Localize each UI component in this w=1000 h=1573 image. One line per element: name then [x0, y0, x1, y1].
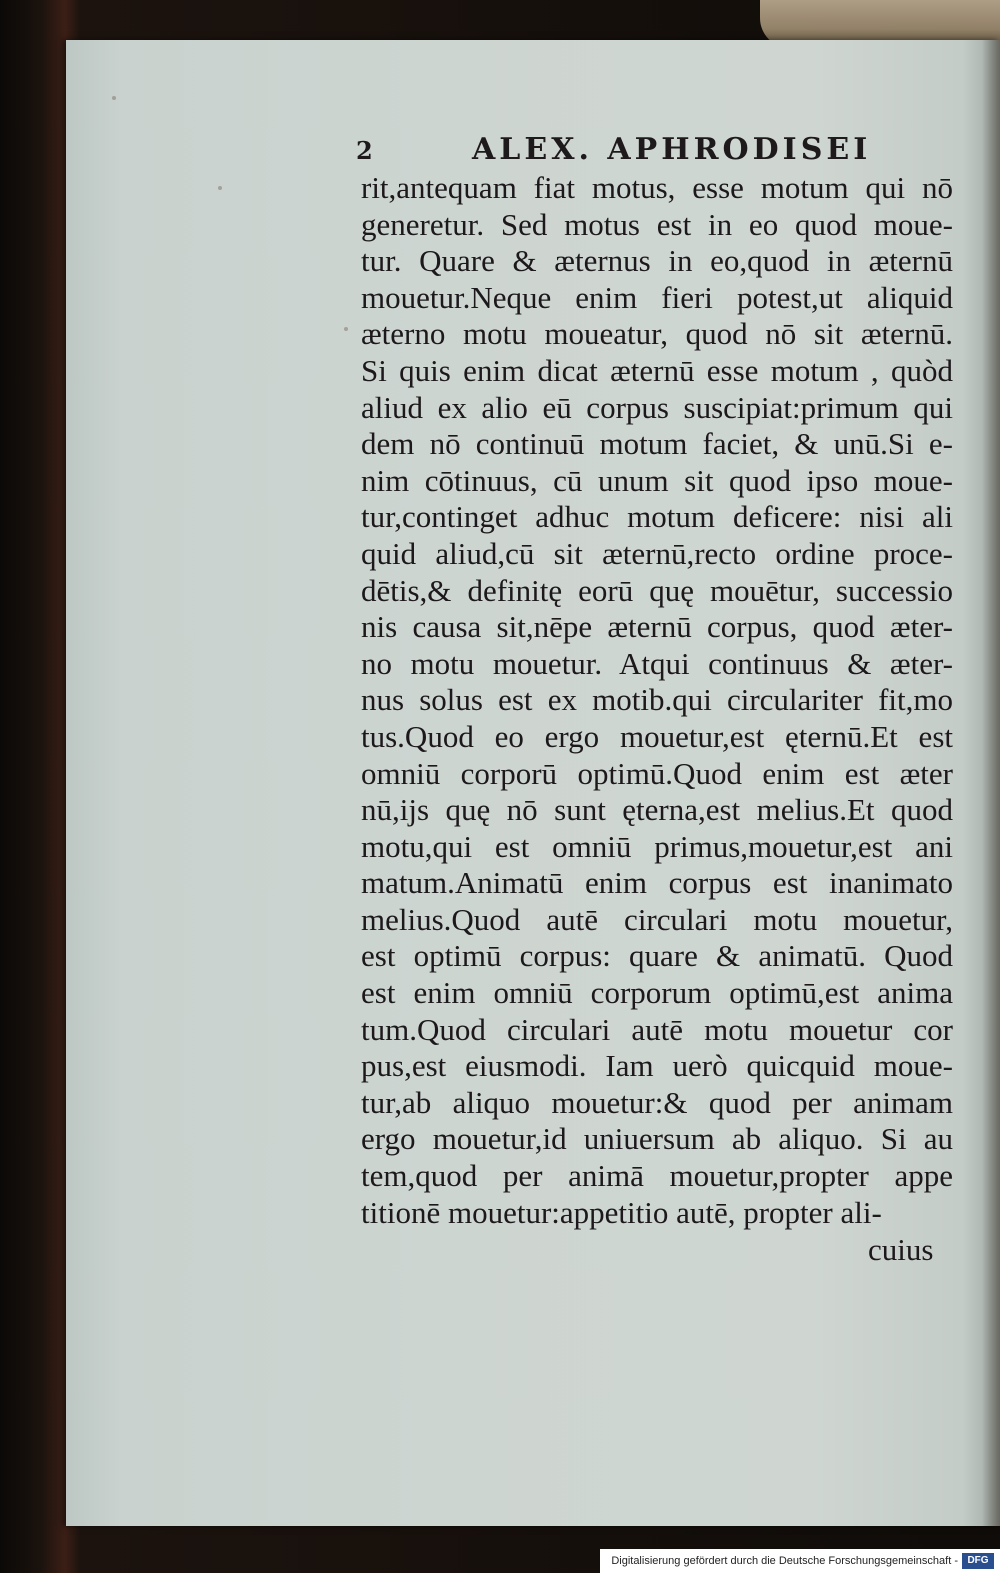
- text-line: motu,qui est omniū primus,mouetur,est ani: [361, 828, 953, 864]
- text-line: dētis,& definitę eorū quę mouētur, successio: [361, 572, 953, 608]
- text-line: ergo mouetur,id uniuersum ab aliquo. Si au: [361, 1121, 953, 1157]
- text-line: titionē mouetur:appetitio autē, propter ali-: [361, 1194, 882, 1230]
- text-line: nis causa sit,nēpe æternū corpus, quod æter-: [361, 609, 953, 645]
- text-line: tur,continget adhuc motum deficere: nisi ali: [361, 499, 953, 535]
- text-line: no motu mouetur. Atqui continuus & æter-: [361, 645, 953, 681]
- running-head-title: ALEX. APHRODISEI: [472, 132, 872, 167]
- text-line: quid aliud,cū sit æternū,recto ordine proce-: [361, 535, 953, 571]
- text-line: est enim omniū corporum optimū,est anima: [361, 975, 953, 1011]
- text-line: omniū corporū optimū.Quod enim est æter: [361, 755, 953, 791]
- text-line: tur. Quare & æternus in eo,quod in æternū: [361, 243, 953, 279]
- text-line: æterno motu moueatur, quod nō sit æternū.: [361, 316, 953, 352]
- text-line: tus.Quod eo ergo mouetur,est ęternū.Et est: [361, 718, 953, 754]
- catchword: cuius: [868, 1232, 934, 1267]
- text-line: nū,ijs quę nō sunt ęterna,est melius.Et quod: [361, 792, 953, 828]
- text-line: nus solus est ex motib.qui circulariter fit,mo: [361, 682, 953, 718]
- running-head: [356, 132, 952, 172]
- text-line: aliud ex alio eū corpus suscipiat:primum qui: [361, 389, 953, 425]
- paper-speck: [218, 186, 222, 190]
- folio-number: 2: [356, 136, 373, 165]
- text-line: nim cōtinuus, cū unum sit quod ipso moue-: [361, 462, 953, 498]
- body-text: [361, 170, 953, 1231]
- text-line: Si quis enim dicat æternū esse motum , quòd: [361, 352, 953, 388]
- text-line: tem,quod per animā mouetur,propter appe: [361, 1158, 953, 1194]
- funding-notice: Digitalisierung gefördert durch die Deutsche Forschungsgemeinschaft -: [611, 1555, 958, 1568]
- text-line: matum.Animatū enim corpus est inanimato: [361, 865, 953, 901]
- gutter-shadow: [982, 40, 1000, 1526]
- text-line: est optimū corpus: quare & animatū. Quod: [361, 938, 953, 974]
- paper-speck: [344, 327, 348, 331]
- text-line: pus,est eiusmodi. Iam uerò quicquid moue-: [361, 1048, 953, 1084]
- digitization-footer: [600, 1549, 1000, 1573]
- text-line: mouetur.Neque enim fieri potest,ut aliquid: [361, 279, 953, 315]
- text-line: dem nō continuū motum faciet, & unū.Si e-: [361, 426, 953, 462]
- dfg-logo-icon: DFG: [962, 1553, 994, 1569]
- text-line: generetur. Sed motus est in eo quod moue-: [361, 206, 953, 242]
- text-line: tur,ab aliquo mouetur:& quod per animam: [361, 1084, 953, 1120]
- paper-speck: [112, 96, 116, 100]
- text-line: tum.Quod circulari autē motu mouetur cor: [361, 1011, 953, 1047]
- text-line: melius.Quod autē circulari motu mouetur,: [361, 901, 953, 937]
- text-line: rit,antequam fiat motus, esse motum qui nō: [361, 170, 953, 205]
